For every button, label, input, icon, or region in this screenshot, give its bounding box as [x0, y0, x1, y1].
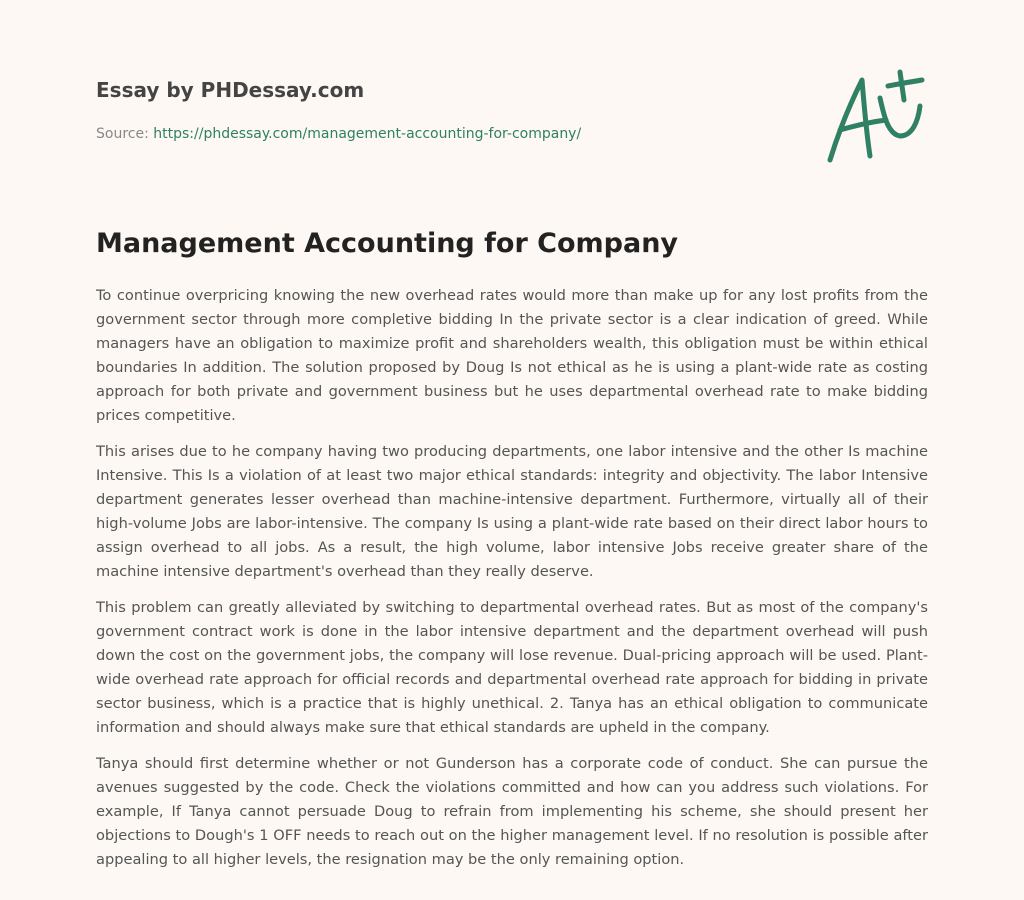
- paragraph: To continue overpricing knowing the new overhead rates would more than make up for any lost profits from the government sector through more completive bidding In the private sector is a clear indication of greed. While managers have an obligation to maximize profit and shareholders wealth, this obligation must be within ethical boundaries In addition. The solution proposed by Doug Is not ethical as he is using a plant-wide rate as costing approach for both private and government business but he uses departmental overhead rate to make bidding prices competitive.: [96, 287, 928, 424]
- source-label: Source:: [96, 126, 154, 142]
- logo-a-stroke: [830, 80, 870, 160]
- article-body: [96, 284, 928, 872]
- article: [96, 222, 928, 884]
- logo-plus-horizontal: [888, 80, 922, 86]
- logo-a-crossbar: [840, 120, 886, 130]
- article-title: Management Accounting for Company: [96, 228, 679, 259]
- a-plus-logo: [820, 64, 930, 168]
- source-line: [96, 124, 796, 144]
- logo-u-stroke: [880, 98, 920, 136]
- a-plus-logo-graphic: [820, 64, 930, 168]
- site-title: Essay by PHDessay.com: [96, 78, 365, 102]
- paragraph: Tanya should first determine whether or not Gunderson has a corporate code of conduct. She can pursue the avenues suggested by the code. Check the violations committed and how can you address such violations. For example, If Tanya cannot persuade Doug to refrain from implementing his scheme, she should present her objections to Dough's 1 OFF needs to reach out on the higher management level. If no resolution is possible after appealing to all higher levels, the resignation may be the only remaining option.: [96, 755, 928, 868]
- paragraph: This problem can greatly alleviated by switching to departmental overhead rates. But as most of the company's government contract work is done in the labor intensive department and the department overhead will push down the cost on the government jobs, the company will lose revenue. Dual-pricing approach will be used. Plant-wide overhead rate approach for official records and departmental overhead rate approach for bidding in private sector business, which is a practice that is highly unethical. 2. Tanya has an ethical obligation to communicate information and should always make sure that ethical standards are upheld in the company.: [96, 599, 928, 736]
- paragraph: This arises due to he company having two producing departments, one labor intensive and the other Is machine Intensive. This Is a violation of at least two major ethical standards: integrity and objectivity. The labor Intensive department generates lesser overhead than machine-intensive department. Furthermore, virtually all of their high-volume Jobs are labor-intensive. The company Is using a plant-wide rate based on their direct labor hours to assign overhead to all jobs. As a result, the high volume, labor intensive Jobs receive greater share of the machine intensive department's overhead than they really deserve.: [96, 443, 928, 580]
- page-header: [96, 74, 796, 144]
- source-link[interactable]: https://phdessay.com/management-accounting-for-company/: [153, 126, 582, 142]
